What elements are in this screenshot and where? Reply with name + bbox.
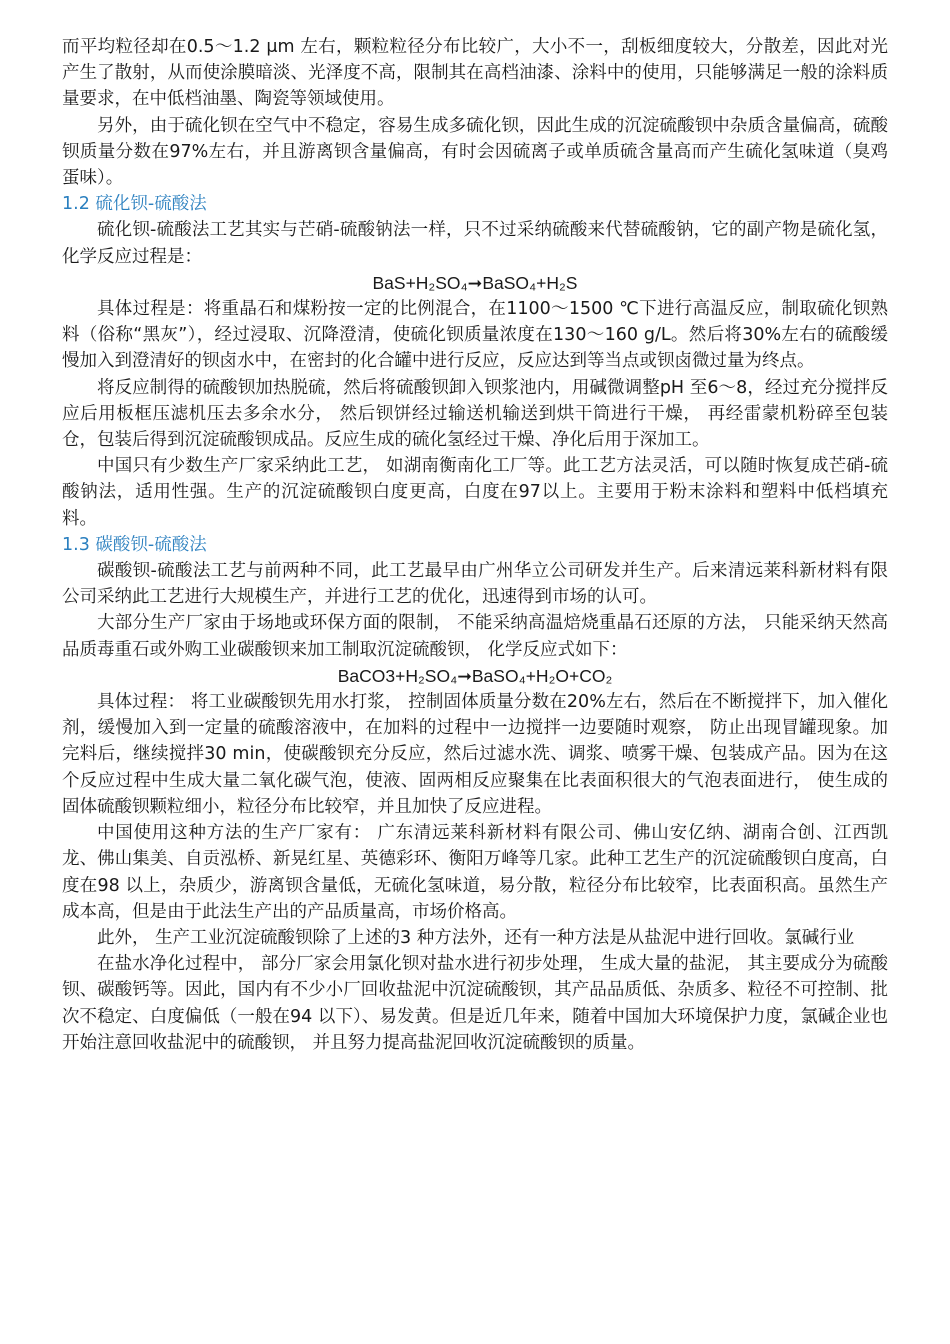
paragraph-manufacturers: 中国只有少数生产厂家采纳此工艺， 如湖南衡南化工厂等。此工艺方法灵活，可以随时恢复成芒硝-硫酸钠法，适用性强。生产的沉淀硫酸钡白度更高，白度在97以上。主要用于粉末涂料和塑料中低档填充料。	[62, 456, 888, 529]
paragraph-carbonate-process: 具体过程： 将工业碳酸钡先用水打浆， 控制固体质量分数在20%左右，然后在不断搅拌下，加入催化剂，缓慢加入到一定量的硫酸溶液中，在加料的过程中一边搅拌一边要随时观察， 防止出现冒罐现象。加完料后，继续搅拌30 min，使碳酸钡充分反应，然后过滤水洗、调浆、喷雾干燥、包装成产品。因为在这个反应过程中生成大量二氧化碳气泡，使液、固两相反应聚集在比表面积很大的气泡表面进行， 使生成的固体硫酸钡颗粒细小，粒径分布比较窄，并且加快了反应进程。	[62, 692, 888, 817]
paragraph-salt-mud-intro: 此外， 生产工业沉淀硫酸钡除了上述的3 种方法外，还有一种方法是从盐泥中进行回收。氯碱行业	[97, 927, 855, 948]
equation-baco3-h2so4: BaCO3+H₂SO₄➞BaSO₄+H₂O+CO₂	[337, 665, 613, 686]
section-heading-1-2: 1.2 硫化钡-硫酸法	[62, 194, 207, 215]
paragraph-particle-size: 而平均粒径却在0.5～1.2 μm 左右，颗粒粒径分布比较广，大小不一，刮板细度较大，分散差，因此对光产生了散射，从而使涂膜暗淡、光泽度不高，限制其在高档油漆、涂料中的使用，只能够满足一般的涂料质量要求，在中低档油墨、陶瓷等领域使用。	[62, 37, 888, 110]
paragraph-impurity: 另外，由于硫化钡在空气中不稳定，容易生成多硫化钡，因此生成的沉淀硫酸钡中杂质含量偏高，硫酸钡质量分数在97%左右，并且游离钡含量偏高，有时会因硫离子或单质硫含量高而产生硫化氢味道（臭鸡蛋味）。	[62, 115, 888, 189]
section-heading-1-3: 1.3 碳酸钡-硫酸法	[62, 534, 207, 555]
equation-bas-h2so4: BaS+H₂SO₄➞BaSO₄+H₂S	[372, 272, 578, 293]
paragraph-method-intro: 硫化钡-硫酸法工艺其实与芒硝-硫酸钠法一样，只不过采纳硫酸来代替硫酸钠，它的副产物是硫化氢，化学反应过程是：	[62, 220, 888, 267]
paragraph-salt-mud-recovery: 在盐水净化过程中， 部分厂家会用氯化钡对盐水进行初步处理， 生成大量的盐泥， 其主要成分为硫酸钡、碳酸钙等。因此，国内有不少小厂回收盐泥中沉淀硫酸钡，其产品品质低、杂质多、粒径不可控制、批次不稳定、白度偏低（一般在94 以下）、易发黄。但是近几年来，随着中国加大环境保护力度，氯碱企业也开始注意回收盐泥中的硫酸钡， 并且努力提高盐泥回收沉淀硫酸钡的质量。	[62, 954, 888, 1053]
paragraph-desulfurization: 将反应制得的硫酸钡加热脱硫，然后将硫酸钡卸入钡浆池内，用碱微调整pH 至6～8，经过充分搅拌反应后用板框压滤机压去多余水分， 然后钡饼经过输送机输送到烘干筒进行干燥， 再经雷蒙机粉碎至包装仓，包装后得到沉淀硫酸钡成品。反应生成的硫化氢经过干燥、净化后用于深加工。	[62, 377, 888, 451]
paragraph-carbonate-intro: 碳酸钡-硫酸法工艺与前两种不同，此工艺最早由广州华立公司研发并生产。后来清远莱科新材料有限公司采纳此工艺进行大规模生产，并进行工艺的优化，迅速得到市场的认可。	[62, 561, 888, 608]
paragraph-carbonate-manufacturers: 中国使用这种方法的生产厂家有： 广东清远莱科新材料有限公司、佛山安亿纳、湖南合创、江西凯龙、佛山集美、自贡泓桥、新晃红星、英德彩环、衡阳万峰等几家。此种工艺生产的沉淀硫酸钡白度高，白度在98 以上，杂质少，游离钡含量低，无硫化氢味道，易分散，粒径分布比较窄，比表面积高。虽然生产成本高，但是由于此法生产出的产品质量高，市场价格高。	[62, 823, 888, 922]
paragraph-environment-limits: 大部分生产厂家由于场地或环保方面的限制， 不能采纳高温焙烧重晶石还原的方法， 只能采纳天然高品质毒重石或外购工业碳酸钡来加工制取沉淀硫酸钡， 化学反应式如下：	[62, 613, 888, 660]
paragraph-process-detail: 具体过程是：将重晶石和煤粉按一定的比例混合，在1100～1500 ℃下进行高温反应，制取硫化钡熟料（俗称“黑灰”），经过浸取、沉降澄清，使硫化钡质量浓度在130～160 g/L。然后将30%左右的硫酸缓慢加入到澄清好的钡卤水中，在密封的化合罐中进行反应，反应达到等当点或钡卤微过量为终点。	[62, 299, 888, 372]
